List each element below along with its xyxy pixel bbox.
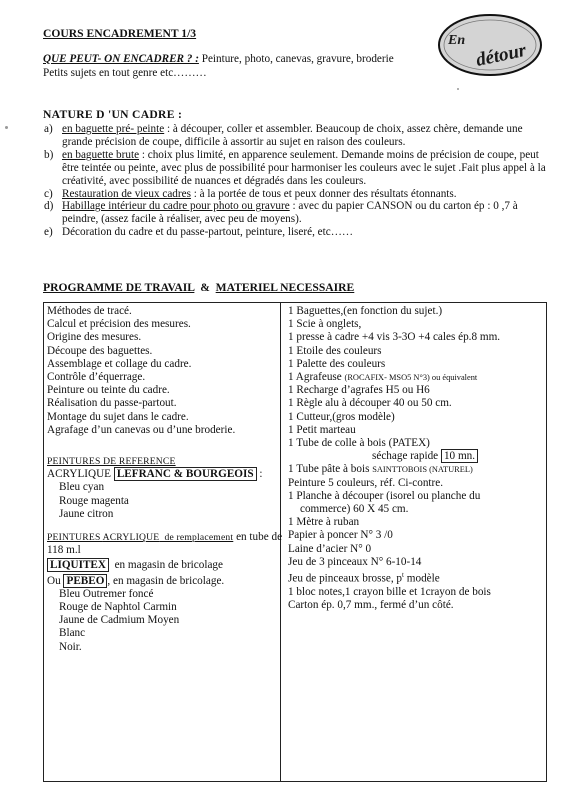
nature-line [62, 149, 544, 162]
materiel-item: 1 Mètre à ruban [288, 516, 360, 529]
materiel-item: 1 Baguettes,(en fonction du sujet.) [288, 305, 443, 317]
materiel-title: MATERIEL NECESSAIRE [215, 281, 355, 294]
nature-letter: c) [44, 187, 53, 200]
nature-text: grande précision de coupe, difficile à assortir au sujet en raison des couleurs. [62, 135, 406, 148]
materiel-item: commerce) 60 X 45 cm. [300, 503, 409, 516]
nature-label: Restauration de vieux cadres [62, 187, 191, 200]
rempl-color-item: Blanc [59, 627, 86, 640]
nature-item [44, 226, 544, 239]
logo-line2: détour [474, 39, 529, 71]
rempl-line [47, 531, 282, 544]
brand-liquitex: LIQUITEX [47, 558, 109, 572]
intro-question-line [43, 53, 394, 67]
nature-letter: d) [44, 200, 54, 213]
sechage-time: 10 mn. [441, 449, 478, 463]
nature-line [62, 213, 544, 226]
ref-acrylique: ACRYLIQUE [47, 468, 112, 481]
liquitex-line [47, 559, 282, 572]
en-detour-logo [436, 12, 544, 78]
ref-colon: : [256, 468, 263, 481]
scan-speck [5, 126, 8, 129]
method-item: Réalisation du passe-partout. [47, 397, 177, 410]
materiel-item: 1 Planche à découper (isorel ou planche du [288, 489, 481, 502]
programme-title: PROGRAMME DE TRAVAIL [43, 281, 195, 294]
materiel-item: 1 Tube de colle à bois (PATEX) [288, 437, 430, 450]
pate-label: 1 Tube pâte à bois [288, 463, 373, 476]
materiel-item: Laine d’acier N° 0 [288, 542, 372, 555]
methods-list [47, 305, 282, 437]
sechage-label: séchage rapide [372, 450, 441, 463]
materiel-item: Carton ép. 0,7 mm., fermé d’un côté. [288, 599, 454, 612]
nature-title: NATURE D 'UN CADRE : [43, 108, 183, 121]
nature-text: créativité, avec possibilité de nuances et dégradés dans les couleurs. [62, 174, 367, 187]
nature-text: : choix plus limité, en apparence seulement. Demande moins de précision de coupe, peut [139, 148, 539, 161]
nature-text: être teintée ou peinte, avec plus de possibilité pour harmoniser les couleurs avec le sujet .Fait plus appel à la [62, 161, 546, 174]
materiel-item: Peinture 5 couleurs, réf. Ci-contre. [288, 476, 444, 489]
agrafeuse-ref: (ROCAFIX- MSO5 N°3) ou équivalent [344, 373, 478, 383]
materiel-item: Papier à poncer N° 3 /0 [288, 529, 393, 542]
nature-text: Décoration du cadre et du passe-partout, peinture, liseré, etc…… [62, 226, 354, 239]
method-item: Découpe des baguettes. [47, 344, 153, 357]
ref-colors [47, 481, 282, 521]
scan-speck [457, 88, 459, 90]
nature-item [44, 123, 544, 149]
nature-item [44, 188, 544, 201]
right-column [288, 305, 500, 612]
materiel-item: 1 bloc notes,1 crayon bille et 1crayon de bois [288, 586, 491, 598]
materiel-item: 1 Règle alu à découper 40 ou 50 cm. [288, 397, 452, 410]
materiel-item: 1 Palette des couleurs [288, 357, 386, 370]
nature-line [62, 188, 544, 201]
nature-label: Habillage intérieur du cadre pour photo ou gravure [62, 200, 290, 213]
materiel-item [288, 450, 500, 463]
intro-question: QUE PEUT- ON ENCADRER ? : [43, 53, 199, 65]
rempl-a: PEINTURES [47, 532, 103, 544]
materiel-item: 1 Petit marteau [288, 423, 356, 436]
nature-text: peindre, (assez facile à réaliser, avec peu de moyens). [62, 213, 302, 226]
ref-color-item: Jaune citron [59, 507, 114, 520]
method-item: Assemblage et collage du cadre. [47, 357, 192, 370]
nature-letter: a) [44, 123, 53, 135]
materiel-item: Jeu de 3 pinceaux N° 6-10-14 [288, 555, 422, 568]
materiel-item: 1 Recharge d’agrafes H5 ou H6 [288, 384, 430, 397]
materiel-item [288, 463, 500, 476]
nature-item [44, 149, 544, 188]
rempl-c: de remplacement [159, 532, 234, 544]
course-title: COURS ENCADREMENT 1/3 [43, 27, 197, 40]
agrafeuse-label: 1 Agrafeuse [288, 371, 345, 384]
rempl-e: 118 m.l [47, 544, 81, 557]
materiel-item: 1 Cutteur,(gros modèle) [288, 410, 395, 423]
brand-lefranc: LEFRANC & BOURGEOIS [114, 467, 257, 481]
method-item: Contrôle d’équerrage. [47, 371, 146, 384]
nature-line [62, 123, 544, 136]
method-item: Calcul et précision des mesures. [47, 318, 191, 331]
rempl-color-item: Bleu Outremer foncé [59, 587, 154, 600]
pebeo-ou: Ou [47, 574, 64, 587]
left-column [47, 305, 282, 654]
brand-pebeo: PEBEO [63, 574, 107, 588]
nature-item [44, 200, 544, 226]
nature-line [62, 226, 544, 239]
ref-color-item: Rouge magenta [59, 494, 129, 507]
rempl-b: ACRYLIQUE [102, 532, 160, 544]
nature-list [44, 123, 544, 239]
programme-table [43, 302, 547, 782]
rempl-d: en tube de [233, 531, 283, 544]
nature-line [62, 175, 544, 188]
pinceaux-sup: t [402, 571, 404, 580]
programme-header [43, 281, 354, 295]
programme-amp: & [194, 281, 216, 294]
method-item: Origine des mesures. [47, 331, 142, 344]
method-item: Méthodes de tracé. [47, 305, 132, 317]
nature-text: : à la portée de tous et peux donner des résultats étonnants. [190, 187, 457, 200]
nature-letter: b) [44, 148, 54, 161]
ref-color-item: Bleu cyan [59, 481, 105, 494]
intro-line2: Petits sujets en tout genre etc……… [43, 67, 207, 79]
materiel-item [288, 371, 500, 384]
method-item: Agrafage d’un canevas ou d’une broderie. [47, 423, 236, 436]
nature-letter: e) [44, 226, 53, 239]
rempl-color-item: Rouge de Naphtol Carmin [59, 601, 177, 614]
nature-text: : avec du papier CANSON ou du carton ép : 0 ,7 à [289, 200, 518, 213]
nature-line [62, 162, 544, 175]
liquitex-text: en magasin de bricolage [108, 559, 223, 572]
method-item: Peinture ou teinte du cadre. [47, 384, 170, 397]
nature-label: en baguette brute [62, 148, 140, 161]
rempl-color-item: Jaune de Cadmium Moyen [59, 614, 180, 627]
pate-ref: SAINTTOBOIS (NATUREL) [372, 465, 473, 475]
rempl-colors [47, 588, 282, 654]
pinceaux-model: modèle [403, 572, 440, 585]
nature-line [62, 200, 544, 213]
materiel-item: 1 Scie à onglets, [288, 318, 362, 331]
materiel-item: 1 presse à cadre +4 vis 3-3O +4 cales ép.8 mm. [288, 331, 501, 344]
intro-answer: Peinture, photo, canevas, gravure, broderie [198, 53, 394, 65]
materiel-item [288, 569, 500, 586]
pebeo-text: , en magasin de bricolage. [107, 574, 225, 587]
pinceaux-label: Jeu de pinceaux brosse, p [288, 572, 403, 585]
nature-line [62, 136, 544, 149]
ref-acrylique-line [47, 468, 282, 481]
pebeo-line [47, 575, 282, 588]
ref-title: PEINTURES DE REFERENCE [47, 456, 176, 468]
method-item: Montage du sujet dans le cadre. [47, 410, 189, 423]
nature-text: : à découper, coller et assembler. Beaucoup de choix, assez chère, demande une [164, 123, 523, 135]
logo-line1: En [448, 33, 466, 48]
materiel-item: 1 Etoile des couleurs [288, 344, 382, 357]
rempl-color-item: Noir. [59, 640, 82, 653]
nature-label: en baguette pré- peinte [62, 123, 165, 135]
